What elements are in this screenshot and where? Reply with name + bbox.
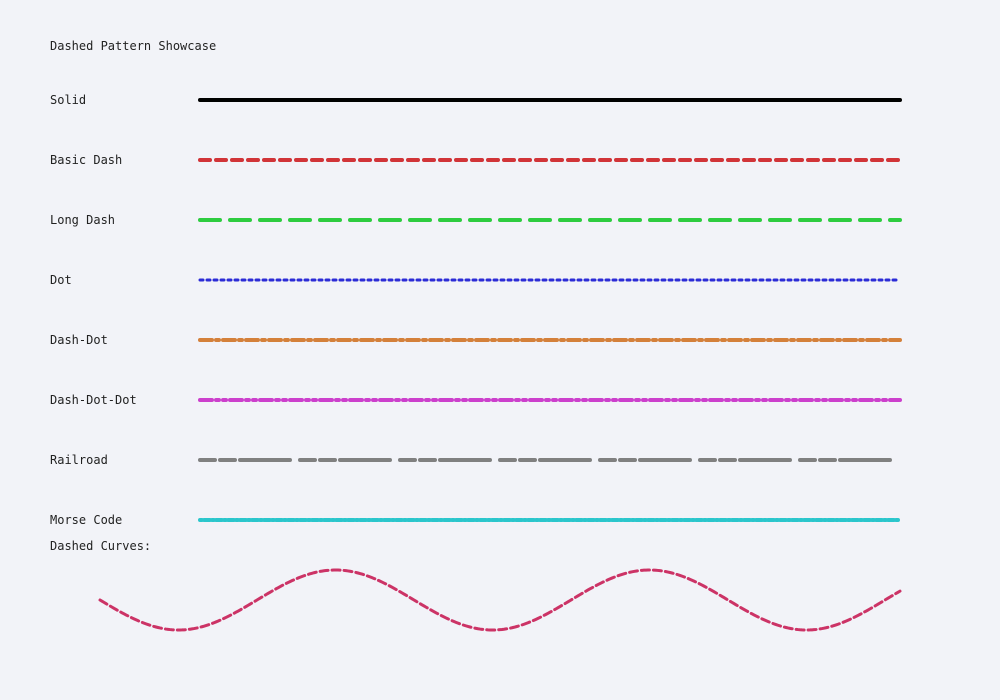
- label-basic-dash: Basic Dash: [50, 153, 123, 167]
- curves-label: Dashed Curves:: [50, 539, 152, 553]
- label-morse-code: Morse Code: [50, 513, 123, 527]
- label-dash-dot: Dash-Dot: [50, 333, 108, 347]
- dashed-sine-curve: [100, 570, 900, 630]
- label-railroad: Railroad: [50, 453, 108, 467]
- diagram-title: Dashed Pattern Showcase: [50, 39, 217, 53]
- label-solid: Solid: [50, 93, 87, 107]
- label-long-dash: Long Dash: [50, 213, 116, 227]
- label-dash-dot-dot: Dash-Dot-Dot: [50, 393, 137, 407]
- label-dot: Dot: [50, 273, 72, 287]
